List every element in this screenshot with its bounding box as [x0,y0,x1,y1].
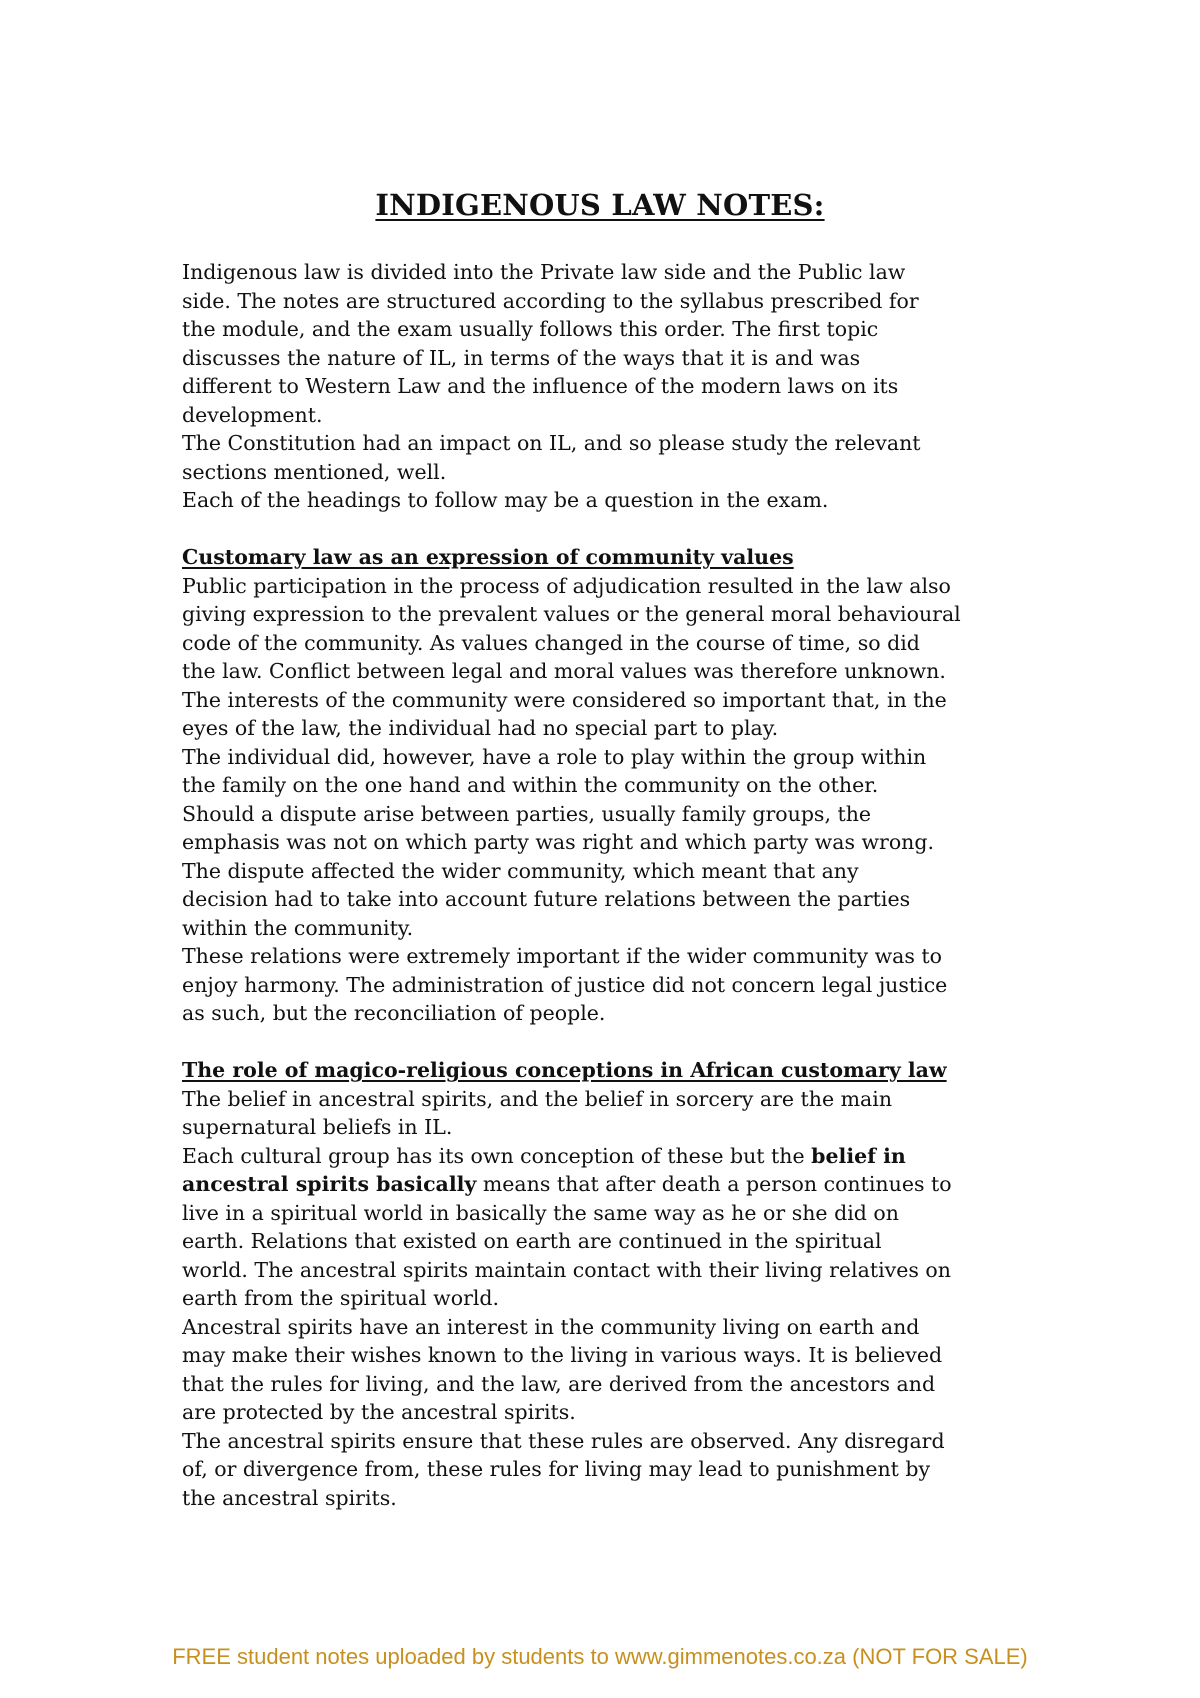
text-line: These relations were extremely important if the wider community was to [182,944,942,968]
text-line: discusses the nature of IL, in terms of the ways that it is and was [182,345,861,370]
text-line: eyes of the law, the individual had no special part to play. [182,716,779,740]
text-line: as such, but the reconciliation of people. [182,1001,606,1025]
text-line: The Constitution had an impact on IL, and so please study the relevant [182,431,921,455]
text-line: decision had to take into account future relations between the parties [182,887,911,911]
text-line: different to Western Law and the influence of the modern laws on its [182,374,899,398]
text-line: the law. Conflict between legal and moral values was therefore unknown. [182,659,946,683]
text-line: supernatural beliefs in IL. [182,1115,453,1139]
page-title: INDIGENOUS LAW NOTES: [375,188,825,222]
text-line: within the community. [182,915,414,940]
text-line: live in a spiritual world in basically the same way as he or she did on [182,1200,899,1225]
text-line: Indigenous law is divided into the Private law side and the Public law [182,260,906,284]
text-line: the module, and the exam usually follows this order. The first topic [182,317,879,341]
text-line: Each of the headings to follow may be a question in the exam. [182,488,829,512]
section-heading: Customary law as an expression of community values [182,545,794,569]
bold-text-run: ancestral spirits basically [182,1172,477,1196]
text-line: enjoy harmony. The administration of justice did not concern legal justice [182,972,948,997]
bold-text-run: belief in [811,1143,906,1168]
document-body [182,258,1062,1512]
text-line: The dispute affected the wider community, which meant that any [182,858,859,883]
text-line: may make their wishes known to the living in various ways. It is believed [182,1343,943,1367]
text-line-mixed [182,1170,1062,1199]
text-line: The interests of the community were considered so important that, in the [182,687,947,712]
text-line: earth. Relations that existed on earth are continued in the spiritual [182,1229,882,1253]
section-heading: The role of magico-religious conceptions in African customary law [182,1058,947,1082]
intro-paragraph [182,258,1062,515]
text-line: The belief in ancestral spirits, and the belief in sorcery are the main [182,1086,893,1111]
text-line: side. The notes are structured according to the syllabus prescribed for [182,288,919,313]
text-line: world. The ancestral spirits maintain contact with their living relatives on [182,1257,951,1282]
text-run: Each cultural group has its own conception of these but the [182,1143,812,1168]
text-line: that the rules for living, and the law, are derived from the ancestors and [182,1371,936,1396]
text-line: Should a dispute arise between parties, usually family groups, the [182,801,872,826]
section-customary-law [182,543,1062,1028]
text-line: development. [182,402,323,427]
text-line: Public participation in the process of adjudication resulted in the law also [182,573,951,598]
text-line: are protected by the ancestral spirits. [182,1400,576,1424]
text-line: code of the community. As values changed in the course of time, so did [182,630,920,655]
text-line: The ancestral spirits ensure that these rules are observed. Any disregard [182,1428,945,1453]
text-line: the ancestral spirits. [182,1485,397,1510]
text-line: The individual did, however, have a role to play within the group within [182,744,927,769]
text-line: emphasis was not on which party was right and which party was wrong. [182,830,935,854]
text-run: means that after death a person continues to [476,1172,952,1196]
paragraph-gap [182,515,1062,544]
section-magico-religious [182,1056,1062,1512]
text-line: the family on the one hand and within the community on the other. [182,773,879,797]
text-line: Ancestral spirits have an interest in the community living on earth and [182,1314,920,1339]
footer-watermark: FREE student notes uploaded by students to www.gimmenotes.co.za (NOT FOR SALE) [172,1644,1028,1669]
paragraph-gap [182,1028,1062,1057]
text-line: sections mentioned, well. [182,459,447,484]
text-line: of, or divergence from, these rules for living may lead to punishment by [182,1457,931,1481]
text-line: earth from the spiritual world. [182,1286,500,1310]
text-line-mixed [182,1142,1062,1171]
text-line: giving expression to the prevalent values or the general moral behavioural [182,602,961,626]
